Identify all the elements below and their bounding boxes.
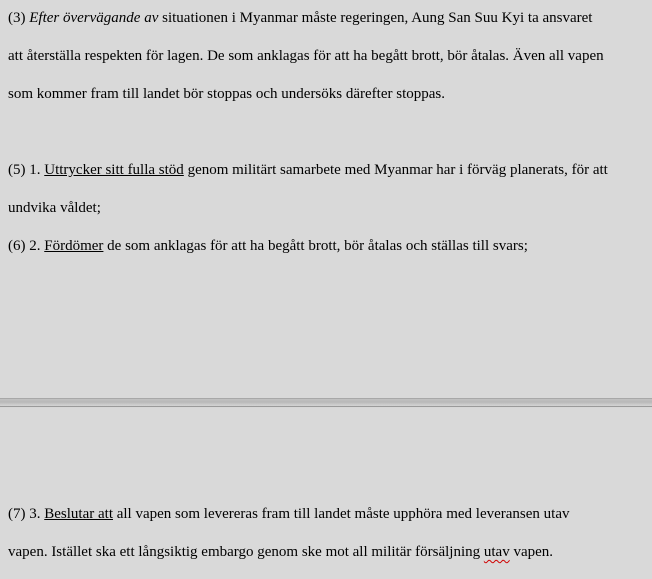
clause-number: (6) 2.: [8, 238, 45, 254]
clause-text: genom militärt samarbete med Myanmar har i förväg planerats, för att: [183, 162, 608, 178]
clause-text: situationen i Myanmar måste regeringen, Aung San Suu Kyi ta ansvaret: [158, 10, 593, 26]
clause-operative-phrase: Uttrycker sitt fulla stöd: [44, 162, 184, 178]
clause-number: (7) 3.: [8, 506, 45, 522]
document-page-2: [0, 408, 652, 579]
clause-number: (3): [8, 10, 30, 26]
paragraph-3-line-2: att återställa respekten för lagen. De som anklagas för att ha begått brott, bör åtalas. Även all vapen: [8, 48, 604, 64]
paragraph-6-line-1: [8, 227, 644, 265]
clause-operative-phrase: Beslutar att: [44, 506, 113, 522]
spelling-error-word[interactable]: utav: [483, 544, 510, 560]
paragraph-5-line-2: undvika våldet;: [8, 200, 101, 216]
clause-text: vapen.: [509, 544, 554, 560]
clause-italic-phrase: Efter övervägande av: [29, 10, 159, 26]
clause-text: de som anklagas för att ha begått brott, bör åtalas och ställas till svars;: [103, 238, 528, 254]
clause-text: vapen. Istället ska ett långsiktig embargo genom ske mot all militär försäljning: [8, 544, 484, 560]
page-break-separator: [0, 398, 652, 408]
paragraph-7-line-2: [8, 533, 644, 571]
paragraph-5-line-1: [8, 151, 644, 189]
paragraph-3-line-1: [8, 0, 644, 37]
paragraph-3-line-3: som kommer fram till landet bör stoppas och undersöks därefter stoppas.: [8, 86, 445, 102]
clause-number: (5) 1.: [8, 162, 45, 178]
clause-text: all vapen som levereras fram till landet måste upphöra med leveransen utav: [112, 506, 570, 522]
clause-operative-phrase: Fördömer: [44, 238, 104, 254]
paragraph-7-line-1: [8, 495, 644, 533]
